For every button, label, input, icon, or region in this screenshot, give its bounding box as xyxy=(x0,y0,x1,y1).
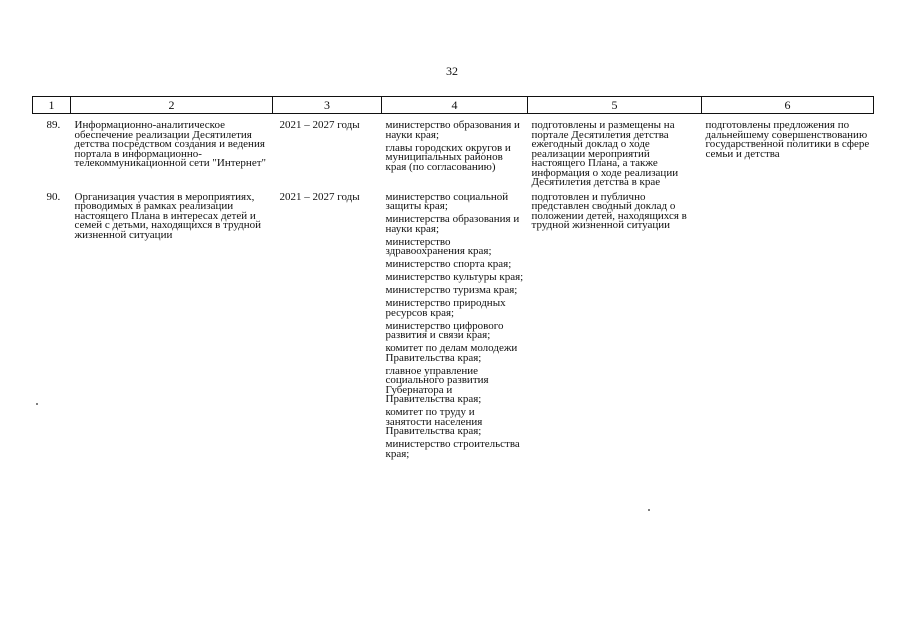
page-number: 32 xyxy=(446,64,458,78)
executor-item: министерство строительства края; xyxy=(385,438,520,460)
executor-item: главное управление социального развития Губернатора и Правительства края; xyxy=(385,364,489,405)
expected-effect: подготовлены предложения по дальнейшему совершенствованию государственной политики в сфере семьи и детства xyxy=(705,119,870,160)
executor-item: министерство туризма края; xyxy=(385,284,518,296)
executor-item: министерство образования и науки края; xyxy=(385,119,520,141)
scan-speck xyxy=(648,509,650,511)
executor-item: министерство природных ресурсов края; xyxy=(385,297,506,319)
executor-item: министерство цифрового развития и связи края; xyxy=(385,319,504,341)
column-header-1: 1 xyxy=(33,97,71,114)
column-header-4: 4 xyxy=(382,97,528,114)
column-header-3: 3 xyxy=(273,97,382,114)
executors xyxy=(382,188,528,460)
table-header xyxy=(33,97,874,114)
event-name: Организация участия в мероприятиях, проводимых в рамках реализации настоящего Плана в интересах детей и семей с детьми, находящихся в трудной жизненной ситуации xyxy=(74,190,262,241)
executor-item: министерство спорта края; xyxy=(385,258,512,270)
column-header-2: 2 xyxy=(71,97,273,114)
column-header-6: 6 xyxy=(702,97,874,114)
row-number: 89. xyxy=(46,119,61,131)
executor-item: комитет по делам молодежи Правительства края; xyxy=(385,342,518,364)
plan-table xyxy=(32,96,874,459)
column-header-5: 5 xyxy=(528,97,702,114)
period: 2021 – 2027 годы xyxy=(279,190,360,203)
event-name: Информационно-аналитическое обеспечение реализации Десятилетия детства посредством создания и ведения портала в информационно-телекоммуникационной сети "Интернет" xyxy=(74,119,266,169)
row-number: 90. xyxy=(46,190,61,203)
table-row xyxy=(33,114,874,188)
executor-item: министерство социальной защиты края; xyxy=(385,190,509,212)
executor-item: министерство здравоохранения края; xyxy=(385,235,492,257)
expected-effect xyxy=(702,188,874,460)
header-row xyxy=(33,97,874,114)
executor-item: комитет по труду и занятости населения Правительства края; xyxy=(385,406,483,437)
table-row xyxy=(33,188,874,460)
expected-result: подготовлены и размещены на портале Десятилетия детства ежегодный доклад о ходе реализации мероприятий настоящего Плана, а также информация о ходе реализации Десятилетия детства в крае xyxy=(531,119,679,188)
executor-item: министерство культуры края; xyxy=(385,271,524,283)
period: 2021 – 2027 годы xyxy=(279,119,360,131)
scan-speck xyxy=(36,403,38,405)
executor-item: главы городских округов и муниципальных районов края (по согласованию) xyxy=(385,141,511,173)
expected-result: подготовлен и публично представлен сводный доклад о положении детей, находящихся в трудной жизненной ситуации xyxy=(531,190,687,231)
executors xyxy=(382,114,528,188)
table-body xyxy=(33,114,874,460)
executor-item: министерства образования и науки края; xyxy=(385,213,520,235)
